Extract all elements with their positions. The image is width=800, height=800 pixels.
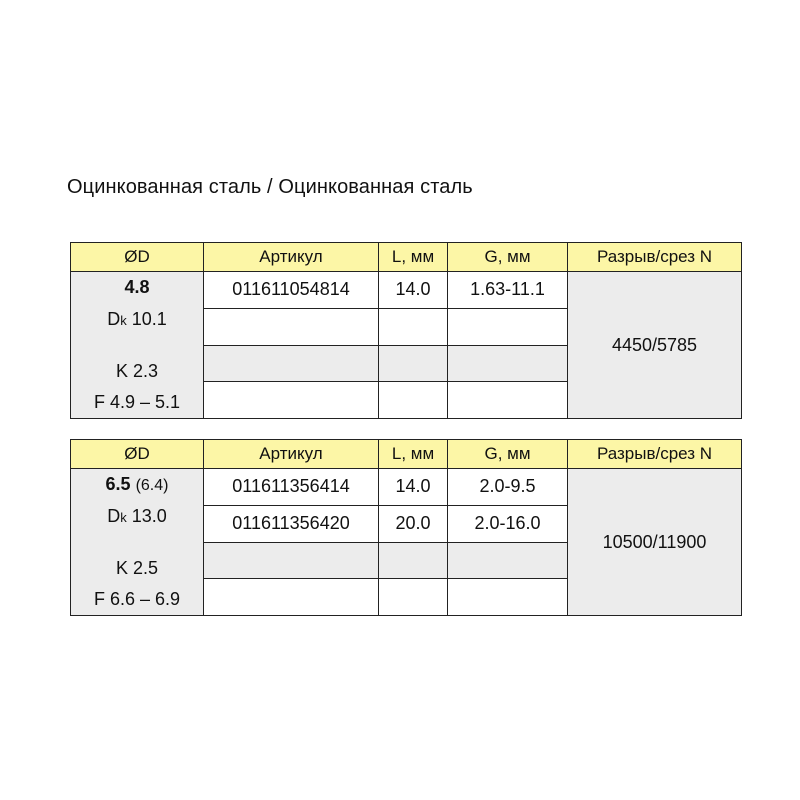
length-cell: 14.0 [379, 469, 448, 506]
article-cell [204, 579, 379, 616]
f-value: F 6.6 – 6.9 [93, 589, 181, 609]
grip-cell [448, 382, 568, 419]
article-cell: 011611054814 [204, 272, 379, 309]
diameter-alt: (6.4) [135, 477, 169, 494]
header-article: Артикул [204, 440, 379, 469]
length-cell [379, 542, 448, 579]
article-cell [204, 542, 379, 579]
length-cell [379, 382, 448, 419]
header-length: L, мм [379, 243, 448, 272]
dk-subscript: k [120, 313, 127, 328]
article-cell: 011611356420 [204, 505, 379, 542]
article-cell [204, 308, 379, 345]
dk-subscript: k [120, 510, 127, 525]
diameter-value: 4.8 [124, 277, 150, 297]
force-cell: 4450/5785 [568, 272, 742, 419]
length-cell [379, 308, 448, 345]
grip-cell: 2.0-9.5 [448, 469, 568, 506]
length-cell [379, 579, 448, 616]
header-grip: G, мм [448, 243, 568, 272]
article-cell: 011611356414 [204, 469, 379, 506]
grip-cell: 1.63-11.1 [448, 272, 568, 309]
header-article: Артикул [204, 243, 379, 272]
table-row [71, 469, 742, 506]
length-cell: 20.0 [379, 505, 448, 542]
k-value: K 2.3 [115, 361, 159, 381]
dk-value: 13.0 [131, 506, 167, 526]
header-force: Разрыв/срез N [568, 440, 742, 469]
length-cell [379, 345, 448, 382]
force-cell: 10500/11900 [568, 469, 742, 616]
diameter-value: 6.5 [105, 474, 131, 494]
spec-table-1 [70, 242, 742, 419]
diameter-cell [71, 272, 204, 419]
dk-value: 10.1 [131, 309, 167, 329]
header-force: Разрыв/срез N [568, 243, 742, 272]
dk-prefix: D [107, 309, 121, 329]
grip-cell: 2.0-16.0 [448, 505, 568, 542]
header-row [71, 440, 742, 469]
length-cell: 14.0 [379, 272, 448, 309]
grip-cell [448, 345, 568, 382]
grip-cell [448, 308, 568, 345]
header-length: L, мм [379, 440, 448, 469]
table-row [71, 272, 742, 309]
article-cell [204, 345, 379, 382]
spec-table-2 [70, 439, 742, 616]
k-value: K 2.5 [115, 558, 159, 578]
header-row [71, 243, 742, 272]
article-cell [204, 382, 379, 419]
dk-prefix: D [107, 506, 121, 526]
grip-cell [448, 579, 568, 616]
header-diameter: ØD [71, 440, 204, 469]
header-grip: G, мм [448, 440, 568, 469]
f-value: F 4.9 – 5.1 [93, 392, 181, 412]
grip-cell [448, 542, 568, 579]
diameter-cell [71, 469, 204, 616]
header-diameter: ØD [71, 243, 204, 272]
page-title: Оцинкованная сталь / Оцинкованная сталь [67, 176, 473, 198]
